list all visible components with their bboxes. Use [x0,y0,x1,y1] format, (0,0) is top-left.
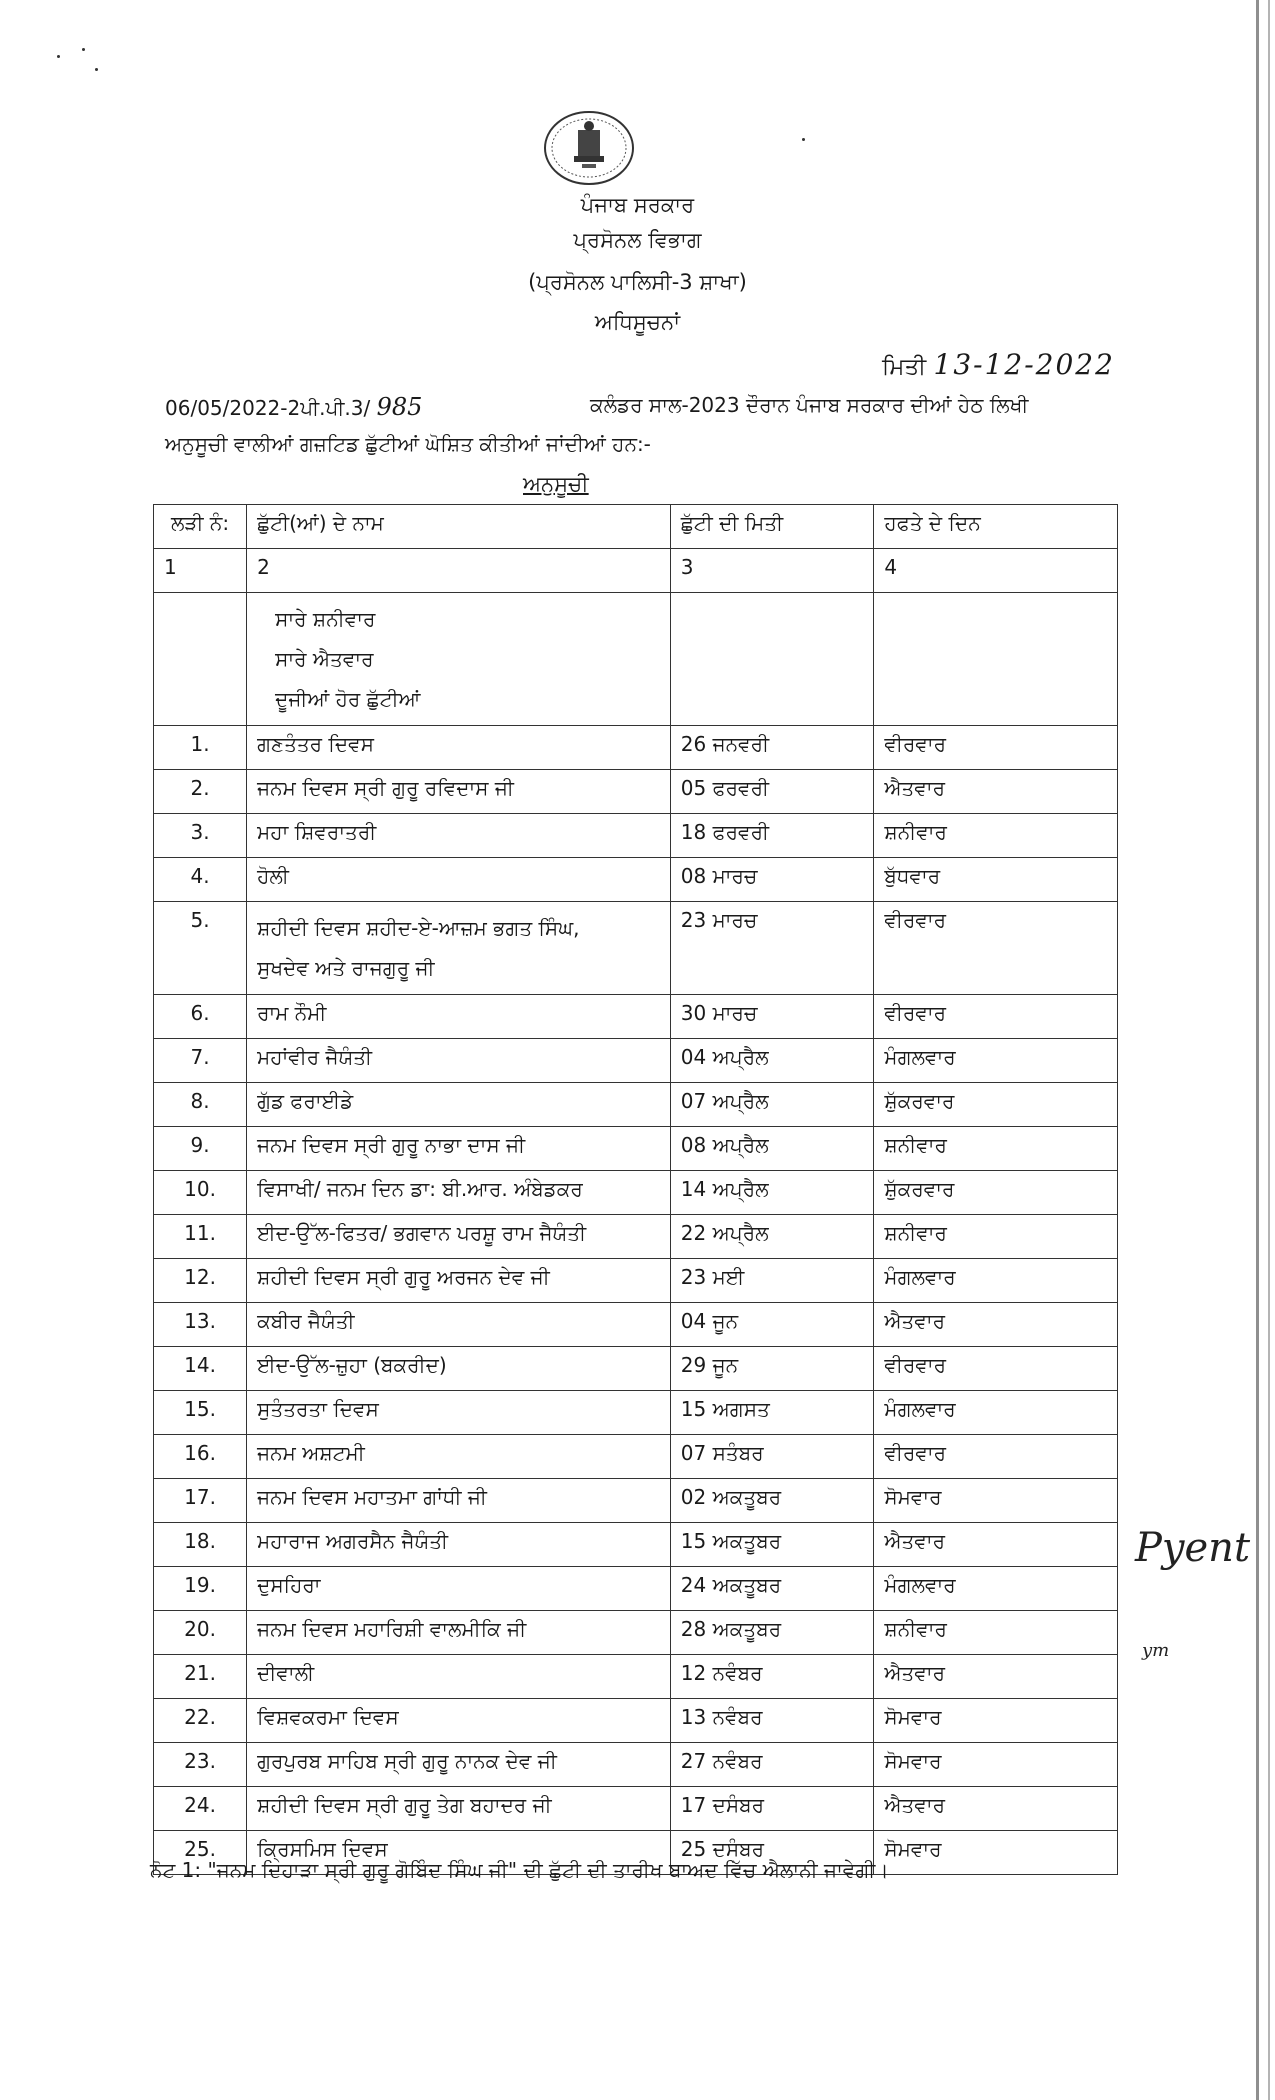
handwritten-initials: ym [1142,1640,1170,1661]
serial-cell: 3. [154,814,247,858]
reference-prefix: 06/05/2022-2ਪੀ.ਪੀ.3/ [165,396,371,420]
holiday-date-cell: 08 ਮਾਰਚ [670,858,874,902]
holiday-name-cell: ਈਦ-ਉੱਲ-ਫਿਤਰ/ ਭਗਵਾਨ ਪਰਸ਼ੂ ਰਾਮ ਜੈਯੰਤੀ [247,1215,671,1259]
holiday-date-cell: 26 ਜਨਵਰੀ [670,726,874,770]
holiday-date-cell: 15 ਅਕਤੂਬਰ [670,1523,874,1567]
header-serial: ਲੜੀ ਨੰ: [154,505,247,549]
serial-cell: 20. [154,1611,247,1655]
date-label: ਮਿਤੀ [882,354,927,380]
holiday-date-cell: 23 ਮਈ [670,1259,874,1303]
general-day-cell [874,593,1118,726]
holiday-name-line: ਸੁਖਦੇਵ ਅਤੇ ਰਾਜਗੁਰੂ ਜੀ [257,956,435,980]
table-row [154,1083,1118,1127]
holiday-date-cell: 17 ਦਸੰਬਰ [670,1787,874,1831]
holiday-date-cell: 05 ਫਰਵਰੀ [670,770,874,814]
general-holidays-cell [247,593,671,726]
table-row [154,1171,1118,1215]
weekday-cell: ਸ਼ੁੱਕਰਵਾਰ [874,1083,1118,1127]
serial-cell: 21. [154,1655,247,1699]
weekday-cell: ਵੀਰਵਾਰ [874,1435,1118,1479]
scan-speck [57,55,60,58]
holiday-date-cell: 15 ਅਗਸਤ [670,1391,874,1435]
schedule-title: ਅਨੁਸੂਚੀ [523,472,589,496]
scan-edge-line [1256,0,1259,2100]
table-row [154,1655,1118,1699]
col-number-1: 1 [154,549,247,593]
holiday-name-cell: ਸ਼ਹੀਦੀ ਦਿਵਸ ਸ੍ਰੀ ਗੁਰੂ ਅਰਜਨ ਦੇਵ ਜੀ [247,1259,671,1303]
weekday-cell: ਵੀਰਵਾਰ [874,726,1118,770]
weekday-cell: ਸ਼ਨੀਵਾਰ [874,814,1118,858]
intro-line-1: ਕਲੰਡਰ ਸਾਲ-2023 ਦੌਰਾਨ ਪੰਜਾਬ ਸਰਕਾਰ ਦੀਆਂ ਹੇਠ ਲਿਖੀ [590,393,1029,417]
table-row [154,1611,1118,1655]
scan-speck [95,68,98,71]
serial-cell: 22. [154,1699,247,1743]
serial-cell: 14. [154,1347,247,1391]
header-holiday-date: ਛੁੱਟੀ ਦੀ ਮਿਤੀ [670,505,874,549]
serial-cell: 16. [154,1435,247,1479]
table-row [154,858,1118,902]
weekday-cell: ਐਤਵਾਰ [874,770,1118,814]
table-row [154,1479,1118,1523]
table-row [154,814,1118,858]
holiday-name-cell: ਜਨਮ ਦਿਵਸ ਮਹਾਰਿਸ਼ੀ ਵਾਲਮੀਕਿ ਜੀ [247,1611,671,1655]
weekday-cell: ਸੋਮਵਾਰ [874,1831,1118,1875]
table-row [154,1215,1118,1259]
holiday-date-cell: 07 ਸਤੰਬਰ [670,1435,874,1479]
serial-cell: 6. [154,995,247,1039]
reference-handwritten-number: 985 [376,393,423,421]
scan-edge-line [1268,0,1270,2100]
weekday-cell: ਬੁੱਧਵਾਰ [874,858,1118,902]
weekday-cell: ਸੋਮਵਾਰ [874,1699,1118,1743]
table-row [154,1303,1118,1347]
table-header-row [154,505,1118,549]
holiday-name-cell: ਗਣਤੰਤਰ ਦਿਵਸ [247,726,671,770]
serial-cell: 4. [154,858,247,902]
col-number-2: 2 [247,549,671,593]
table-row [154,1435,1118,1479]
serial-cell: 1. [154,726,247,770]
holiday-date-cell: 14 ਅਪ੍ਰੈਲ [670,1171,874,1215]
weekday-cell: ਮੰਗਲਵਾਰ [874,1391,1118,1435]
table-row [154,1391,1118,1435]
serial-cell: 7. [154,1039,247,1083]
serial-cell: 11. [154,1215,247,1259]
holiday-name-line: ਸ਼ਹੀਦੀ ਦਿਵਸ ਸ਼ਹੀਦ-ਏ-ਆਜ਼ਮ ਭਗਤ ਸਿੰਘ, [257,916,580,940]
table-row [154,1743,1118,1787]
weekday-cell: ਮੰਗਲਵਾਰ [874,1259,1118,1303]
table-row [154,1699,1118,1743]
holiday-date-cell: 27 ਨਵੰਬਰ [670,1743,874,1787]
table-row [154,902,1118,995]
serial-cell: 10. [154,1171,247,1215]
header-holiday-name: ਛੁੱਟੀ(ਆਂ) ਦੇ ਨਾਮ [247,505,671,549]
holiday-name-cell: ਸੁਤੰਤਰਤਾ ਦਿਵਸ [247,1391,671,1435]
holiday-name-cell: ਜਨਮ ਅਸ਼ਟਮੀ [247,1435,671,1479]
serial-cell: 9. [154,1127,247,1171]
holiday-name-cell [247,902,671,995]
serial-cell: 15. [154,1391,247,1435]
weekday-cell: ਐਤਵਾਰ [874,1787,1118,1831]
government-emblem [538,108,640,188]
serial-cell: 17. [154,1479,247,1523]
intro-line-2: ਅਨੁਸੂਚੀ ਵਾਲੀਆਂ ਗਜ਼ਟਿਡ ਛੁੱਟੀਆਂ ਘੋਸ਼ਿਤ ਕੀਤੀਆਂ ਜਾਂਦੀਆਂ ਹਨ:- [165,432,651,456]
serial-cell: 19. [154,1567,247,1611]
holiday-date-cell: 28 ਅਕਤੂਬਰ [670,1611,874,1655]
table-row [154,770,1118,814]
table-row [154,1787,1118,1831]
all-sundays: ਸਾਰੇ ਐਤਵਾਰ [275,647,374,671]
header-department: ਪ੍ਰਸੋਨਲ ਵਿਭਾਗ [573,228,702,252]
holiday-table-body [154,505,1118,1875]
table-row [154,1039,1118,1083]
holiday-name-cell: ਜਨਮ ਦਿਵਸ ਸ੍ਰੀ ਗੁਰੂ ਨਾਭਾ ਦਾਸ ਜੀ [247,1127,671,1171]
holiday-name-cell: ਈਦ-ਉੱਲ-ਜ਼ੁਹਾ (ਬਕਰੀਦ) [247,1347,671,1391]
holiday-name-cell: ਮਹਾਰਾਜ ਅਗਰਸੈਨ ਜੈਯੰਤੀ [247,1523,671,1567]
weekday-cell: ਐਤਵਾਰ [874,1303,1118,1347]
table-row [154,726,1118,770]
serial-cell: 13. [154,1303,247,1347]
weekday-cell: ਸ਼ਨੀਵਾਰ [874,1215,1118,1259]
header-government: ਪੰਜਾਬ ਸਰਕਾਰ [580,193,695,217]
handwritten-signature: Pyent [1135,1525,1251,1571]
holiday-name-cell: ਮਹਾਂਵੀਰ ਜੈਯੰਤੀ [247,1039,671,1083]
holiday-date-cell: 22 ਅਪ੍ਰੈਲ [670,1215,874,1259]
weekday-cell: ਐਤਵਾਰ [874,1523,1118,1567]
table-row [154,1567,1118,1611]
holiday-date-cell: 04 ਜੂਨ [670,1303,874,1347]
holiday-name-cell: ਵਿਸ਼ਵਕਰਮਾ ਦਿਵਸ [247,1699,671,1743]
holiday-date-cell: 24 ਅਕਤੂਬਰ [670,1567,874,1611]
holiday-name-cell: ਸ਼ਹੀਦੀ ਦਿਵਸ ਸ੍ਰੀ ਗੁਰੂ ਤੇਗ ਬਹਾਦਰ ਜੀ [247,1787,671,1831]
serial-cell: 23. [154,1743,247,1787]
holiday-date-cell: 25 ਦਸੰਬਰ [670,1831,874,1875]
serial-cell: 5. [154,902,247,995]
holiday-date-cell: 18 ਫਰਵਰੀ [670,814,874,858]
weekday-cell: ਸ਼ਨੀਵਾਰ [874,1127,1118,1171]
header-weekday: ਹਫਤੇ ਦੇ ਦਿਨ [874,505,1118,549]
holiday-date-cell: 04 ਅਪ੍ਰੈਲ [670,1039,874,1083]
table-row [154,1347,1118,1391]
reference-number [165,393,422,421]
table-row [154,995,1118,1039]
header-branch: (ਪ੍ਰਸੋਨਲ ਪਾਲਿਸੀ-3 ਸ਼ਾਖਾ) [528,270,747,294]
holiday-name-cell: ਹੋਲੀ [247,858,671,902]
holiday-date-cell: 23 ਮਾਰਚ [670,902,874,995]
header-notification: ਅਧਿਸੂਚਨਾਂ [594,310,681,334]
scan-speck [82,48,85,51]
holiday-name-cell: ਵਿਸਾਖੀ/ ਜਨਮ ਦਿਨ ਡਾ: ਬੀ.ਆਰ. ਅੰਬੇਡਕਰ [247,1171,671,1215]
footnote: ਨੋਟ 1: "ਜਨਮ ਦਿਹਾੜਾ ਸ੍ਰੀ ਗੁਰੂ ਗੋਬਿੰਦ ਸਿੰਘ ਜੀ" ਦੀ ਛੁੱਟੀ ਦੀ ਤਾਰੀਖ ਬਾਅਦ ਵਿੱਚ ਐਲਾਨੀ ਜਾਵੇਗੀ। [150,1858,889,1882]
table-row [154,1259,1118,1303]
weekday-cell: ਵੀਰਵਾਰ [874,1347,1118,1391]
table-row [154,1523,1118,1567]
holiday-name-cell: ਕਬੀਰ ਜੈਯੰਤੀ [247,1303,671,1347]
weekday-cell: ਸ਼ੁੱਕਰਵਾਰ [874,1171,1118,1215]
column-number-row [154,549,1118,593]
weekday-cell: ਵੀਰਵਾਰ [874,995,1118,1039]
weekday-cell: ਸ਼ਨੀਵਾਰ [874,1611,1118,1655]
holiday-date-cell: 02 ਅਕਤੂਬਰ [670,1479,874,1523]
date-line [882,348,1115,381]
holiday-name-cell: ਰਾਮ ਨੌਮੀ [247,995,671,1039]
weekday-cell: ਮੰਗਲਵਾਰ [874,1039,1118,1083]
holiday-name-cell: ਜਨਮ ਦਿਵਸ ਮਹਾਤਮਾ ਗਾਂਧੀ ਜੀ [247,1479,671,1523]
holiday-name-cell: ਗੁੱਡ ਫਰਾਈਡੇ [247,1083,671,1127]
holiday-table [153,504,1118,1875]
serial-cell: 8. [154,1083,247,1127]
weekday-cell: ਮੰਗਲਵਾਰ [874,1567,1118,1611]
holiday-name-cell: ਦੁਸਹਿਰਾ [247,1567,671,1611]
holiday-date-cell: 29 ਜੂਨ [670,1347,874,1391]
holiday-date-cell: 12 ਨਵੰਬਰ [670,1655,874,1699]
holiday-date-cell: 13 ਨਵੰਬਰ [670,1699,874,1743]
serial-cell: 18. [154,1523,247,1567]
date-value: 13-12-2022 [933,348,1115,381]
holiday-name-cell: ਜਨਮ ਦਿਵਸ ਸ੍ਰੀ ਗੁਰੂ ਰਵਿਦਾਸ ਜੀ [247,770,671,814]
other-holidays: ਦੂਜੀਆਂ ਹੋਰ ਛੁੱਟੀਆਂ [275,687,421,711]
weekday-cell: ਸੋਮਵਾਰ [874,1743,1118,1787]
scan-speck [802,138,805,141]
all-saturdays: ਸਾਰੇ ਸ਼ਨੀਵਾਰ [275,607,376,631]
col-number-3: 3 [670,549,874,593]
table-row [154,1127,1118,1171]
serial-cell: 2. [154,770,247,814]
holiday-date-cell: 08 ਅਪ੍ਰੈਲ [670,1127,874,1171]
general-date-cell [670,593,874,726]
weekday-cell: ਐਤਵਾਰ [874,1655,1118,1699]
col-number-4: 4 [874,549,1118,593]
holiday-name-cell: ਗੁਰਪੁਰਬ ਸਾਹਿਬ ਸ੍ਰੀ ਗੁਰੂ ਨਾਨਕ ਦੇਵ ਜੀ [247,1743,671,1787]
general-serial-cell [154,593,247,726]
holiday-name-cell: ਦੀਵਾਲੀ [247,1655,671,1699]
holiday-name-cell: ਮਹਾ ਸ਼ਿਵਰਾਤਰੀ [247,814,671,858]
general-holidays-row [154,593,1118,726]
serial-cell: 24. [154,1787,247,1831]
serial-cell: 25. [154,1831,247,1875]
holiday-date-cell: 07 ਅਪ੍ਰੈਲ [670,1083,874,1127]
serial-cell: 12. [154,1259,247,1303]
holiday-name-cell: ਕ੍ਰਿਸਮਿਸ ਦਿਵਸ [247,1831,671,1875]
holiday-date-cell: 30 ਮਾਰਚ [670,995,874,1039]
weekday-cell: ਸੋਮਵਾਰ [874,1479,1118,1523]
weekday-cell: ਵੀਰਵਾਰ [874,902,1118,995]
